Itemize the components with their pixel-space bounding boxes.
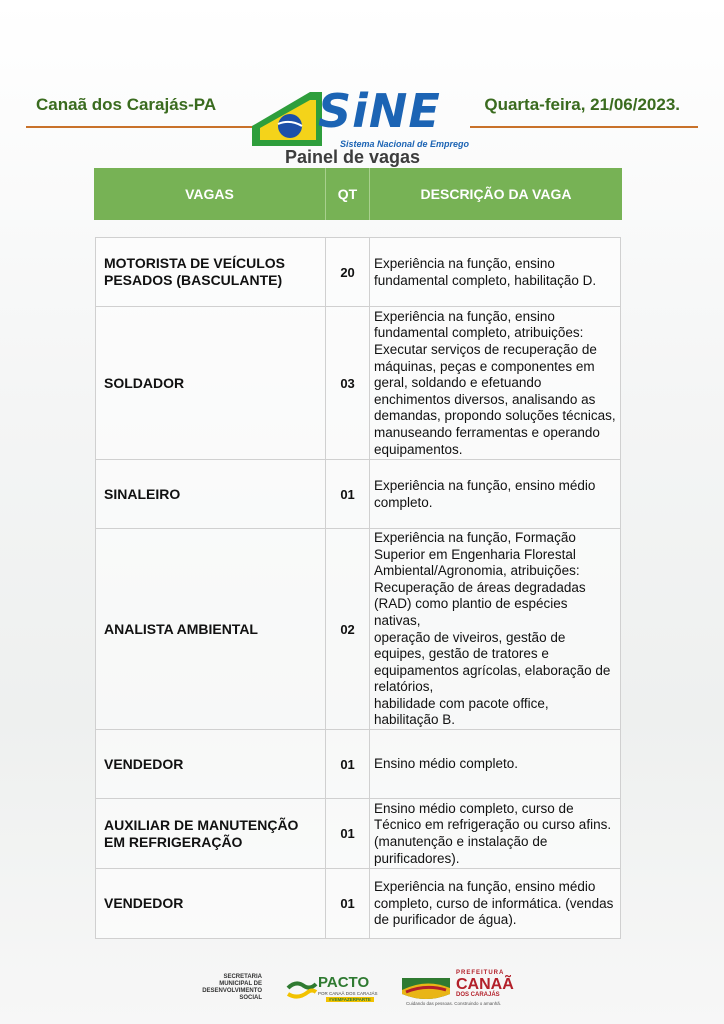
header-descricao: DESCRIÇÃO DA VAGA <box>420 186 572 202</box>
vaga-qt: 01 <box>326 869 370 938</box>
vaga-qt: 01 <box>326 730 370 798</box>
header-divider-left <box>26 126 256 128</box>
vagas-table <box>95 237 621 939</box>
table-row <box>96 307 620 460</box>
secretaria-logo-text: SECRETARIA MUNICIPAL DE DESENVOLVIMENTO SOCIAL <box>202 974 262 1001</box>
table-row <box>96 529 620 730</box>
vaga-qt: 01 <box>326 799 370 868</box>
pacto-hashtag: #VEMFAZERPARTE <box>326 997 374 1002</box>
vaga-qt: 03 <box>326 307 370 459</box>
table-row <box>96 799 620 869</box>
sine-logo-subtitle: Sistema Nacional de Emprego <box>340 139 470 149</box>
vaga-description: Ensino médio completo, curso de Técnico em refrigeração ou curso afins.(manutenção e instalação de purificadores). <box>373 800 612 866</box>
vaga-description: Experiência na função, ensino médio completo. <box>373 477 596 510</box>
prefeitura-slogan: Cuidando das pessoas. Construindo o amanhã. <box>406 1001 502 1006</box>
sine-logo-text: SiNE <box>318 84 441 138</box>
vaga-title: MOTORISTA DE VEÍCULOS PESADOS (BASCULANTE) <box>96 238 326 306</box>
vaga-title: ANALISTA AMBIENTAL <box>96 529 326 729</box>
vaga-description: Experiência na função, ensino médio completo, curso de informática. (vendas de purificador de água). <box>373 879 614 928</box>
vaga-title: AUXILIAR DE MANUTENÇÃO EM REFRIGERAÇÃO <box>96 799 326 868</box>
table-row <box>96 460 620 529</box>
vaga-description: Experiência na função, ensino fundamental completo, habilitação D. <box>373 255 597 288</box>
panel-title: Painel de vagas <box>285 147 421 167</box>
vaga-qt: 20 <box>326 238 370 306</box>
table-row <box>96 869 620 938</box>
vaga-description: Experiência na função, ensino fundamental completo, atribuições: Executar serviços de recuperação de máquinas, peças e componentes em geral, soldando e efetuando enchimentos diversos, analisando as demandas, propondo soluções técnicas, manuseando ferramentas e operando equipamentos. <box>373 308 616 457</box>
vaga-qt: 01 <box>326 460 370 528</box>
vaga-title: VENDEDOR <box>96 869 326 938</box>
vaga-title: VENDEDOR <box>96 730 326 798</box>
vaga-description: Experiência na função, Formação Superior em Engenharia Florestal Ambiental/Agronomia, atribuições: Recuperação de áreas degradadas (RAD) como plantio de espécies nativas, operação de viveiros, gestão de equipes, gestão de tratores e equipamentos agrícolas, elaboração de relatórios, habilidade com pacote office, habilitação B. <box>373 529 611 728</box>
prefeitura-subname: DOS CARAJÁS <box>456 992 500 998</box>
table-row <box>96 730 620 799</box>
vaga-qt: 02 <box>326 529 370 729</box>
vaga-description: Ensino médio completo. <box>373 756 519 772</box>
prefeitura-label: PREFEITURA <box>456 970 505 976</box>
header-divider-right <box>470 126 698 128</box>
table-row <box>96 238 620 307</box>
header-qt: QT <box>326 168 370 220</box>
pacto-logo-text: PACTO <box>318 974 370 991</box>
vaga-title: SOLDADOR <box>96 307 326 459</box>
prefeitura-name: CANAÃ <box>456 976 514 993</box>
vaga-title: SINALEIRO <box>96 460 326 528</box>
table-header <box>94 168 622 220</box>
city-label: Canaã dos Carajás-PA <box>36 95 217 114</box>
header-vagas: VAGAS <box>94 168 326 220</box>
pacto-logo-subtitle: POR CANAÃ DOS CARAJÁS <box>318 991 378 996</box>
date-label: Quarta-feira, 21/06/2023. <box>484 95 680 114</box>
